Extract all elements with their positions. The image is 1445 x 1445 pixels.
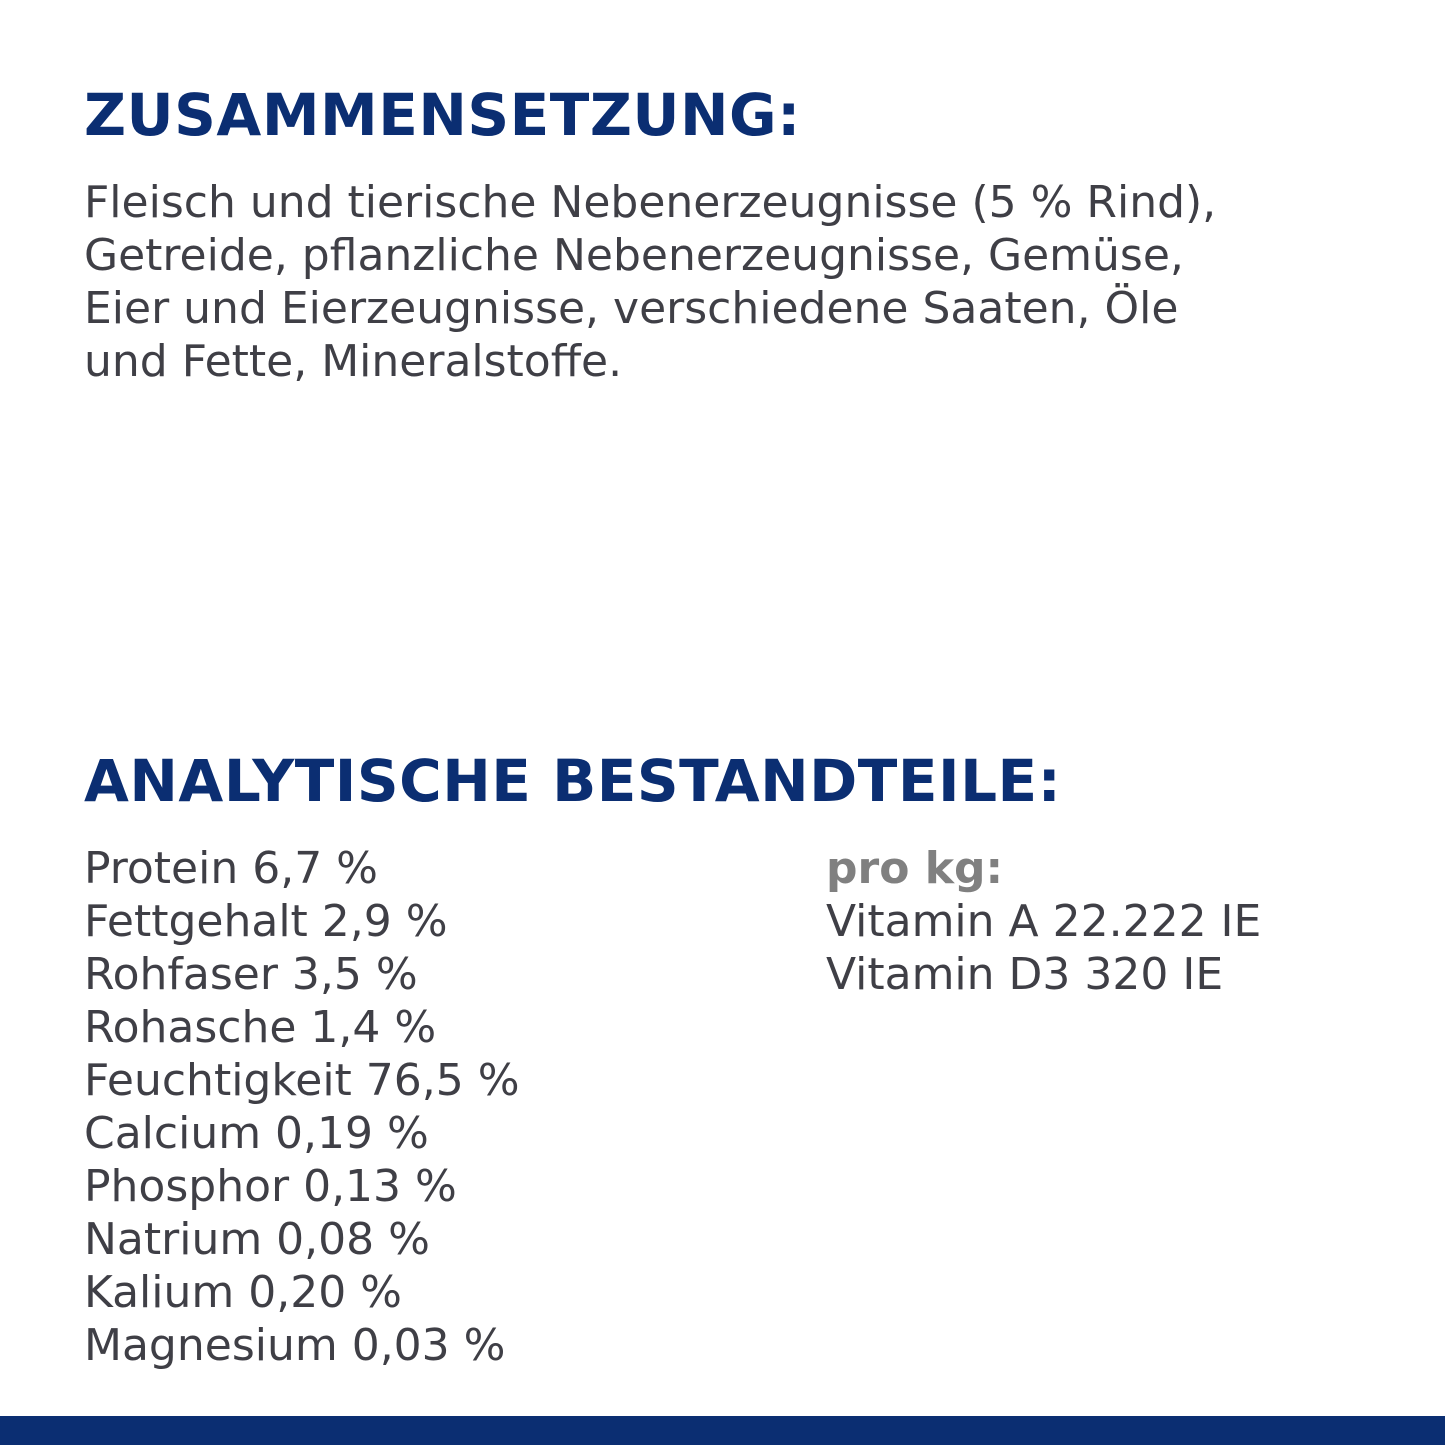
nutrient-item: Phosphor 0,13 %: [84, 1161, 457, 1212]
composition-line: und Fette, Mineralstoffe.: [84, 336, 623, 387]
vitamin-item: Vitamin D3 320 IE: [826, 949, 1224, 1000]
nutrient-list: [84, 842, 520, 1372]
nutrient-item: Natrium 0,08 %: [84, 1214, 430, 1265]
nutrient-item: Rohasche 1,4 %: [84, 1002, 437, 1053]
footer-bar: [0, 1416, 1445, 1445]
composition-text: [84, 176, 1404, 388]
composition-heading: ZUSAMMENSETZUNG:: [84, 81, 801, 149]
composition-line: Getreide, pflanzliche Nebenerzeugnisse, Gemüse,: [84, 230, 1184, 281]
nutrient-item: Magnesium 0,03 %: [84, 1320, 506, 1371]
per-kg-label: pro kg:: [826, 843, 1004, 894]
nutrient-item: Rohfaser 3,5 %: [84, 949, 418, 1000]
vitamin-item: Vitamin A 22.222 IE: [826, 896, 1262, 947]
analytic-heading: ANALYTISCHE BESTANDTEILE:: [84, 747, 1062, 815]
nutrient-item: Kalium 0,20 %: [84, 1267, 402, 1318]
composition-line: Fleisch und tierische Nebenerzeugnisse (5 % Rind),: [84, 177, 1217, 228]
nutrient-item: Protein 6,7 %: [84, 843, 378, 894]
composition-line: Eier und Eierzeugnisse, verschiedene Saaten, Öle: [84, 283, 1179, 334]
nutrient-item: Fettgehalt 2,9 %: [84, 896, 448, 947]
nutrient-item: Calcium 0,19 %: [84, 1108, 429, 1159]
nutrient-item: Feuchtigkeit 76,5 %: [84, 1055, 520, 1106]
vitamin-block: [826, 842, 1261, 1001]
